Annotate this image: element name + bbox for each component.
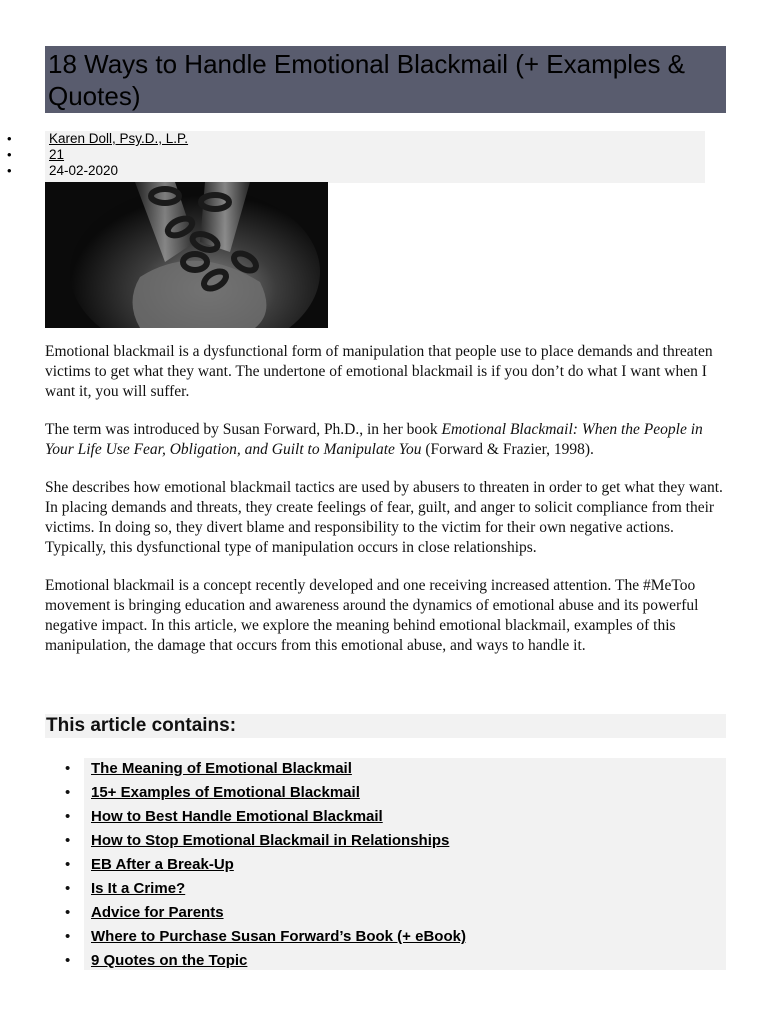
comments-link[interactable]: 21 xyxy=(49,147,65,162)
article-body xyxy=(45,342,727,674)
title-banner xyxy=(45,46,726,113)
toc-item xyxy=(84,950,726,974)
toc-item xyxy=(84,782,726,806)
toc-link-break-up[interactable]: EB After a Break-Up xyxy=(91,856,234,873)
toc-link-examples[interactable]: 15+ Examples of Emotional Blackmail xyxy=(91,784,360,801)
meta-date xyxy=(45,163,705,179)
article-meta xyxy=(45,131,705,183)
paragraph-metoo: Emotional blackmail is a concept recently developed and one receiving increased attention. The #MeToo movement is bringing education and awareness around the dynamics of emotional abuse and its powerful negative impact. In this article, we explore the meaning behind emotional blackmail, examples of this manipulation, the damage that occurs from this emotional abuse, and ways to handle it. xyxy=(45,577,699,654)
toc-link-relationships[interactable]: How to Stop Emotional Blackmail in Relationships xyxy=(91,832,450,849)
toc-link-crime[interactable]: Is It a Crime? xyxy=(91,880,186,897)
paragraph-origin-text: The term was introduced by Susan Forward, Ph.D., in her book xyxy=(45,421,442,438)
meta-comments xyxy=(45,147,705,163)
contents-heading: This article contains: xyxy=(45,714,726,738)
hero-image xyxy=(45,182,328,328)
toc-link-parents[interactable]: Advice for Parents xyxy=(91,904,224,921)
toc-item xyxy=(84,926,726,950)
paragraph-intro: Emotional blackmail is a dysfunctional form of manipulation that people use to place demands and threaten victims to get what they want. The undertone of emotional blackmail is if you don’t do what I want when I want it, you will suffer. xyxy=(45,343,713,400)
book-title: Emotional Blackmail: When the People in Your Life Use Fear, Obligation, and Guilt to Manipulate You xyxy=(45,421,703,458)
table-of-contents xyxy=(84,758,726,970)
paragraph-origin-citation: (Forward & Frazier, 1998). xyxy=(421,441,594,458)
toc-item xyxy=(84,830,726,854)
toc-link-purchase-book[interactable]: Where to Purchase Susan Forward’s Book (+ eBook) xyxy=(91,928,466,945)
publish-date: 24-02-2020 xyxy=(49,163,119,178)
toc-link-quotes[interactable]: 9 Quotes on the Topic xyxy=(91,952,248,969)
toc-link-handle[interactable]: How to Best Handle Emotional Blackmail xyxy=(91,808,383,825)
toc-item xyxy=(84,878,726,902)
meta-author xyxy=(45,131,705,147)
toc-item xyxy=(84,854,726,878)
page-title: 18 Ways to Handle Emotional Blackmail (+ Examples & Quotes) xyxy=(48,49,686,111)
toc-item xyxy=(84,806,726,830)
author-link[interactable]: Karen Doll, Psy.D., L.P. xyxy=(49,131,189,146)
toc-link-meaning[interactable]: The Meaning of Emotional Blackmail xyxy=(91,760,352,777)
paragraph-tactics: She describes how emotional blackmail tactics are used by abusers to threaten in order to get what they want. In placing demands and threats, they create feelings of fear, guilt, and anger to solicit compliance from their victims. In doing so, they divert blame and responsibility to the victim for their own negative actions. Typically, this dysfunctional type of manipulation occurs in close relationships. xyxy=(45,479,723,556)
toc-item xyxy=(84,902,726,926)
toc-item xyxy=(84,758,726,782)
paragraph-origin xyxy=(45,420,727,460)
